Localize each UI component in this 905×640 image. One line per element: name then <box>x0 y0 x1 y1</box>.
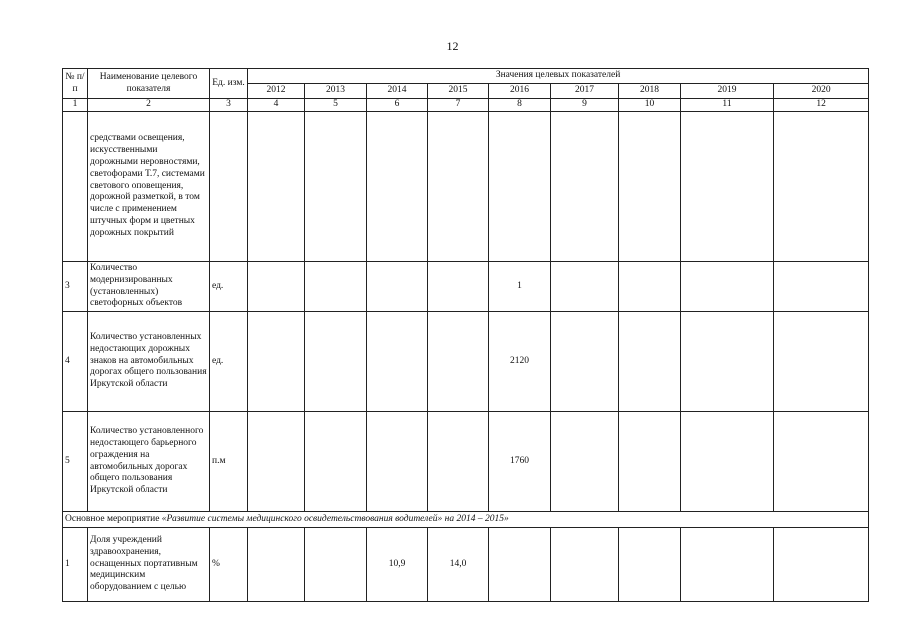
target-indicators-table <box>62 68 869 602</box>
column-index: 10 <box>619 99 681 112</box>
indicator-value <box>248 312 305 412</box>
indicator-value <box>367 412 428 512</box>
indicator-value <box>489 528 551 602</box>
year-header: 2018 <box>619 84 681 99</box>
indicator-value <box>305 412 367 512</box>
section-prefix: Основное мероприятие <box>65 513 162 524</box>
row-number <box>63 112 88 262</box>
indicator-value <box>248 112 305 262</box>
year-header: 2013 <box>305 84 367 99</box>
indicator-unit: % <box>210 528 248 602</box>
col-values-header: Значения целевых показателей <box>248 69 869 84</box>
row-number: 3 <box>63 262 88 312</box>
section-heading <box>63 512 869 528</box>
indicator-value <box>681 528 774 602</box>
indicator-name: Доля учреждений здравоохранения, оснащенных портативным медицинским оборудованием с целью <box>88 528 210 602</box>
indicator-value <box>428 112 489 262</box>
indicator-value <box>428 262 489 312</box>
column-index: 8 <box>489 99 551 112</box>
indicator-value <box>305 312 367 412</box>
year-header: 2015 <box>428 84 489 99</box>
indicator-name: Количество модернизированных (установленных) светофорных объектов <box>88 262 210 312</box>
indicator-name: Количество установленного недостающего барьерного ограждения на автомобильных дорогах общего пользования Иркутской области <box>88 412 210 512</box>
column-index: 2 <box>88 99 210 112</box>
row-number: 5 <box>63 412 88 512</box>
indicator-value: 14,0 <box>428 528 489 602</box>
indicator-value <box>551 112 619 262</box>
indicator-value <box>551 262 619 312</box>
indicator-unit: ед. <box>210 262 248 312</box>
indicator-name: средствами освещения, искусственными дорожными неровностями, светофорами Т.7, системами светового оповещения, дорожной разметкой, в том числе с применением штучных форм и цветных дорожных покрытий <box>88 112 210 262</box>
indicator-value <box>681 262 774 312</box>
indicator-value <box>551 312 619 412</box>
col-unit-header: Ед. изм. <box>210 69 248 99</box>
indicator-value <box>681 312 774 412</box>
column-index: 3 <box>210 99 248 112</box>
indicator-value <box>774 412 869 512</box>
indicator-name: Количество установленных недостающих дорожных знаков на автомобильных дорогах общего пользования Иркутской области <box>88 312 210 412</box>
year-header: 2017 <box>551 84 619 99</box>
section-title: «Развитие системы медицинского освидетельствования водителей» на 2014 – 2015» <box>161 513 509 524</box>
indicator-value <box>248 528 305 602</box>
indicator-value <box>428 412 489 512</box>
indicator-value: 2120 <box>489 312 551 412</box>
indicator-value <box>367 112 428 262</box>
table-row <box>63 412 869 512</box>
indicator-value <box>551 412 619 512</box>
year-header: 2014 <box>367 84 428 99</box>
indicator-value <box>774 528 869 602</box>
indicator-value <box>774 312 869 412</box>
table-row <box>63 112 869 262</box>
column-index: 5 <box>305 99 367 112</box>
year-header: 2016 <box>489 84 551 99</box>
indicator-value <box>248 412 305 512</box>
indicator-value <box>619 262 681 312</box>
row-number: 1 <box>63 528 88 602</box>
col-name-header: Наименование целевого показателя <box>88 69 210 99</box>
indicator-unit <box>210 112 248 262</box>
column-index: 4 <box>248 99 305 112</box>
indicator-value <box>681 112 774 262</box>
indicator-value <box>305 528 367 602</box>
indicator-unit: ед. <box>210 312 248 412</box>
indicator-value <box>305 112 367 262</box>
indicator-value <box>619 412 681 512</box>
row-number: 4 <box>63 312 88 412</box>
indicator-value <box>367 262 428 312</box>
table-row <box>63 262 869 312</box>
indicator-value <box>248 262 305 312</box>
column-index: 7 <box>428 99 489 112</box>
page-number: 12 <box>446 39 459 53</box>
indicator-value <box>489 112 551 262</box>
indicator-value: 1760 <box>489 412 551 512</box>
indicator-value: 1 <box>489 262 551 312</box>
table-row <box>63 528 869 602</box>
indicator-value <box>619 528 681 602</box>
indicator-unit: п.м <box>210 412 248 512</box>
indicator-value <box>367 312 428 412</box>
table-row <box>63 312 869 412</box>
indicator-value <box>551 528 619 602</box>
column-index: 9 <box>551 99 619 112</box>
indicator-value: 10,9 <box>367 528 428 602</box>
header-row-top <box>63 69 869 84</box>
indicator-value <box>774 112 869 262</box>
column-index: 6 <box>367 99 428 112</box>
section-row <box>63 512 869 528</box>
year-header: 2020 <box>774 84 869 99</box>
indicator-value <box>619 312 681 412</box>
column-index: 1 <box>63 99 88 112</box>
year-header: 2012 <box>248 84 305 99</box>
indicator-value <box>428 312 489 412</box>
column-index: 11 <box>681 99 774 112</box>
col-num-header: № п/п <box>63 69 88 99</box>
indicator-value <box>305 262 367 312</box>
year-header: 2019 <box>681 84 774 99</box>
indicator-value <box>774 262 869 312</box>
column-index: 12 <box>774 99 869 112</box>
column-index-row <box>63 99 869 112</box>
indicator-value <box>619 112 681 262</box>
indicator-value <box>681 412 774 512</box>
